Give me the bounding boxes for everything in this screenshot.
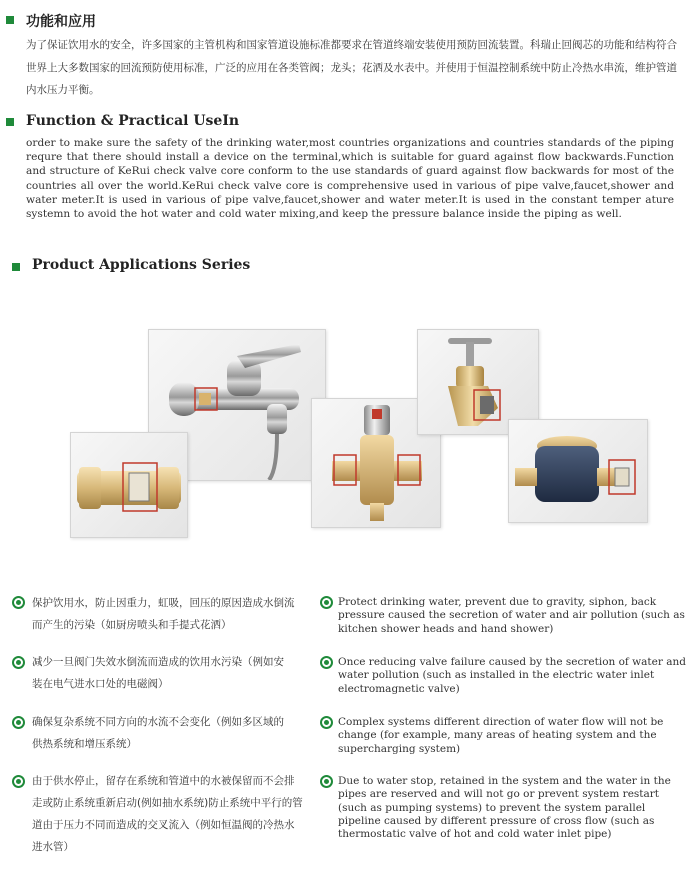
benefit-text-cn: 由于供水停止，留存在系统和管道中的水被保留而不会排走或防止系统重新启动(例如抽水系统)防止系统中平行的管道由于压力不同而造成的交叉流入（例如恒温阀的冷热水进水管） — [32, 775, 303, 853]
series-title: Product Applications Series — [32, 257, 251, 273]
benefit-text-en: Protect drinking water, prevent due to gravity, siphon, back pressure caused the secretion of water and air pollution (such as kitchen shower heads and hand shower) — [338, 596, 685, 635]
bullet-icon — [320, 596, 333, 609]
bullet-icon — [12, 716, 25, 729]
benefit-text-cn: 保护饮用水，防止因重力，虹吸，回压的原因造成水倒流而产生的污染（如厨房喷头和手提式花洒） — [32, 597, 295, 631]
benefit-text-en: Due to water stop, retained in the system and the water in the pipes are reserved and will not go or prevent system restart (such as pumping systems) to prevent the system parallel pipeline caused by different pressure of cross flow (such as thermostatic valve of hot and cold water inlet pipe) — [338, 775, 671, 841]
bullet-icon — [12, 596, 25, 609]
section-title-en: Function & Practical UseIn — [26, 113, 240, 129]
section-title-cn: 功能和应用 — [26, 14, 96, 30]
section-body-en: order to make sure the safety of the drinking water,most countries organizations and countries standards of the piping requre that there should install a device on the terminal,which is suitable for guard against flow backwards.Function and structure of KeRui check valve core conform to the use standards of guard against flow backwards for most of the countries all over the world.KeRui check valve core is comprehensive used in various of pipe valve,faucet,shower and water meter.It is used in various of pipe valve,faucet,shower and water meter.It is used in the constant temper ature systemn to avoid the hot water and cold water mixing,and keep the pressure balance inside the piping as well. — [26, 137, 674, 221]
benefit-text-cn: 确保复杂系统不同方向的水流不会变化（例如多区域的供热系统和增压系统） — [32, 716, 284, 750]
water-meter-photo — [508, 419, 648, 523]
bullet-icon — [320, 656, 333, 669]
benefit-text-cn: 减少一旦阀门失效水倒流而造成的饮用水污染（例如安装在电气进水口处的电磁阀） — [32, 656, 284, 690]
section-body-cn: 为了保证饮用水的安全，许多国家的主管机构和国家管道设施标准都要求在管道终端安装使用预防回流装置。科瑞止回阀芯的功能和结构符合世界上大多数国家的回流预防使用标准，广泛的应用在各类管阀；龙头；花洒及水表中。并使用于恒温控制系统中防止冷热水串流，维护管道内水压力平衡。 — [26, 39, 677, 96]
bullet-icon — [12, 775, 25, 788]
bullet-icon — [12, 656, 25, 669]
bullet-icon — [320, 775, 333, 788]
section-marker-icon — [6, 16, 14, 24]
section-marker-icon — [12, 263, 20, 271]
bullet-icon — [320, 716, 333, 729]
benefit-text-en: Once reducing valve failure caused by the secretion of water and water pollution (such as installed in the electric water inlet electromagnetic valve) — [338, 656, 686, 695]
benefit-text-en: Complex systems different direction of water flow will not be change (for example, many areas of heating system and the supercharging system) — [338, 716, 664, 755]
section-marker-icon — [6, 118, 14, 126]
check-valve-core-photo — [70, 432, 188, 538]
